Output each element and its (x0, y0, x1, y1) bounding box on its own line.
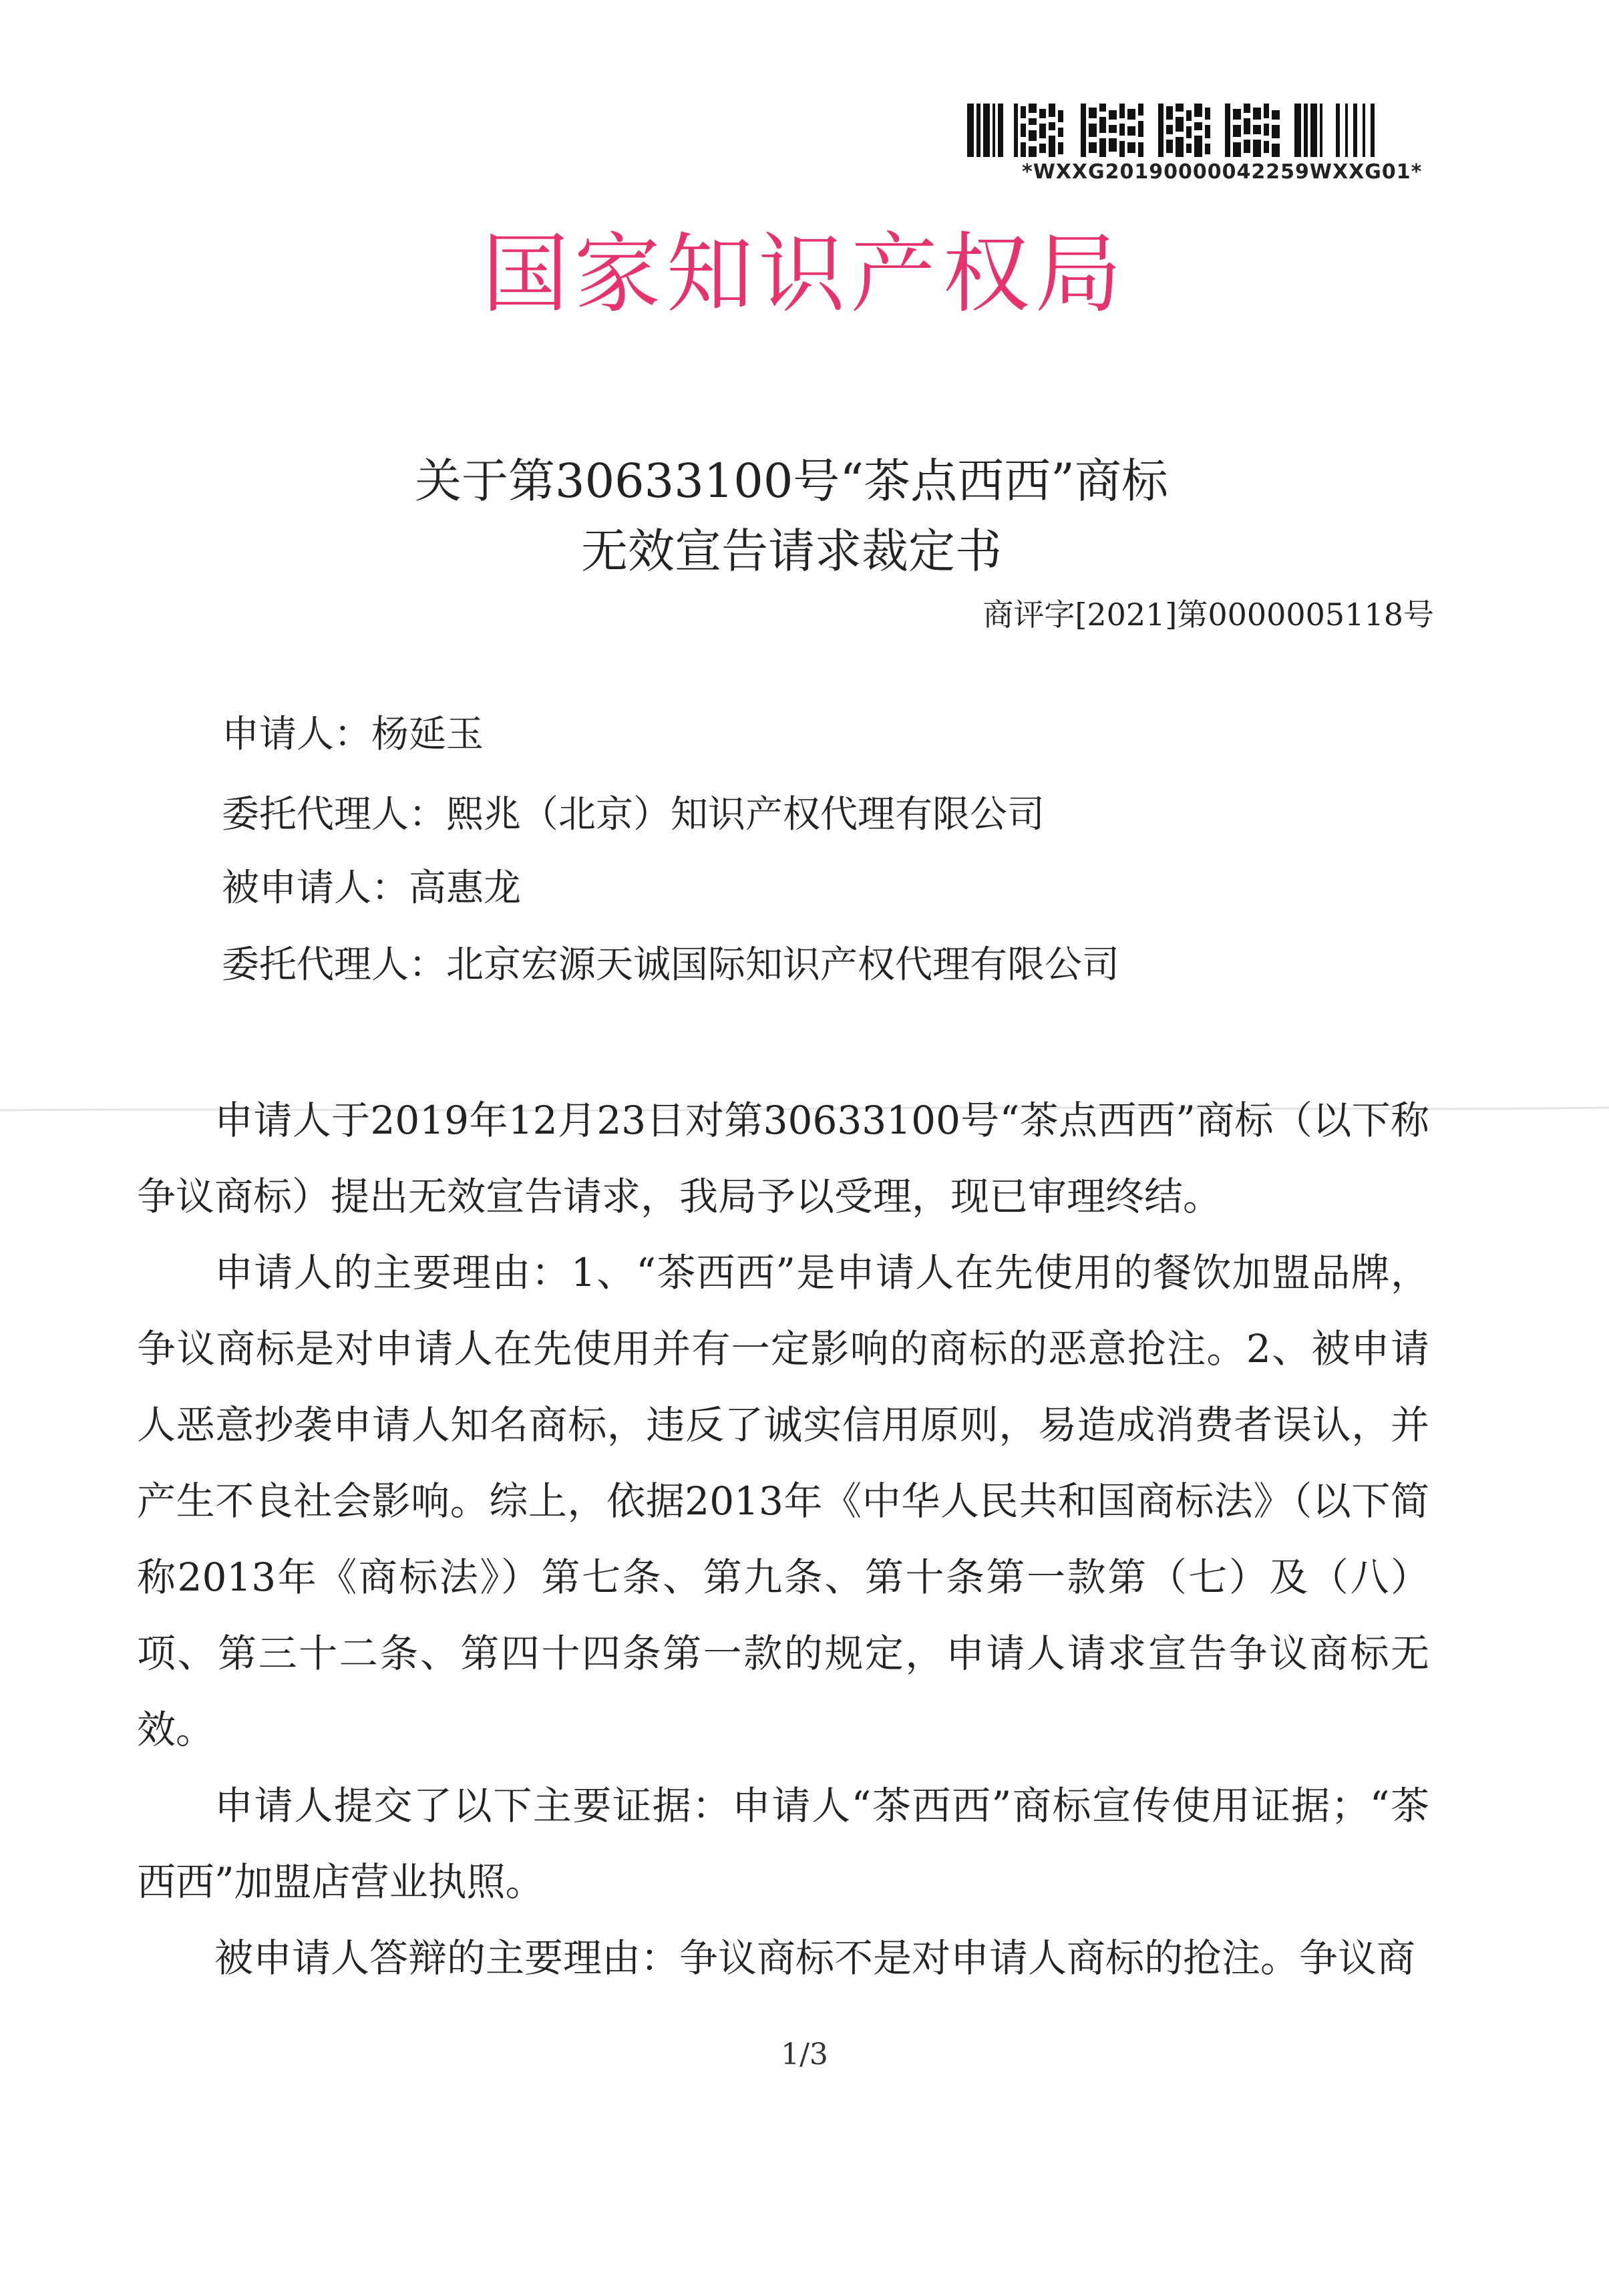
party-respondent: 被申请人：高惠龙 (222, 866, 521, 910)
party-applicant: 申请人：杨延玉 (222, 713, 484, 756)
party-respondent-agent: 委托代理人：北京宏源天诚国际知识产权代理有限公司 (222, 943, 1119, 987)
barcode-number: *WXXG20190000042259WXXG01* (1022, 160, 1423, 184)
body-paragraph: 申请人于2019年12月23日对第30633100号“茶点西西”商标（以下称争议商标）提出无效宣告请求，我局予以受理，现已审理终结。 (137, 1098, 1429, 1219)
body-paragraph: 被申请人答辩的主要理由：争议商标不是对申请人商标的抢注。争议商 (214, 1935, 1416, 1981)
document-title-line-2: 无效宣告请求裁定书 (581, 524, 1002, 579)
document-body (137, 1082, 1429, 1996)
party-applicant-agent: 委托代理人：熙兆（北京）知识产权代理有限公司 (222, 793, 1045, 836)
body-paragraph: 申请人提交了以下主要证据：申请人“茶西西”商标宣传使用证据；“茶西西”加盟店营业执照。 (137, 1783, 1429, 1905)
agency-title: 国家知识产权局 (482, 223, 1127, 325)
barcode-graphic (967, 104, 1381, 157)
document-title-line-1: 关于第30633100号“茶点西西”商标 (415, 454, 1168, 508)
document-number: 商评字[2021]第0000005118号 (982, 597, 1434, 633)
body-paragraph: 申请人的主要理由：1、“茶西西”是申请人在先使用的餐饮加盟品牌，争议商标是对申请人在先使用并有一定影响的商标的恶意抢注。2、被申请人恶意抄袭申请人知名商标，违反了诚实信用原则，易造成消费者误认，并产生不良社会影响。综上，依据2013年《中华人民共和国商标法》（以下简称2013年《商标法》）第七条、第九条、第十条第一款第（七）及（八）项、第三十二条、第四十四条第一款的规定，申请人请求宣告争议商标无效。 (137, 1250, 1429, 1752)
page-number: 1/3 (781, 2037, 828, 2072)
